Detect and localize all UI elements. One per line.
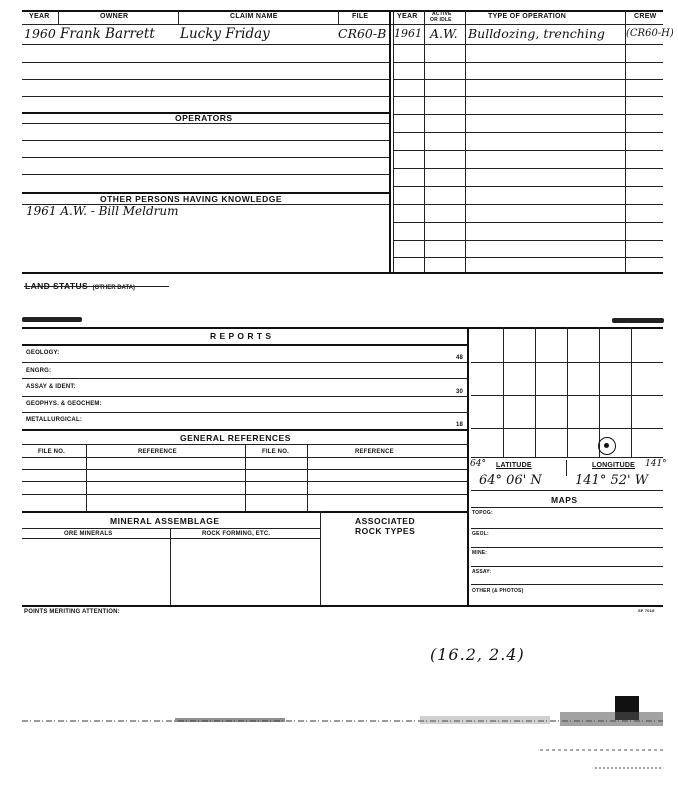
maps-heading: MAPS (551, 495, 578, 505)
owner-header: OWNER (100, 13, 129, 20)
entry-operation: Bulldozing, trenching (468, 26, 605, 41)
map-assay: ASSAY: (472, 569, 492, 575)
entry-op-year: 1961 (394, 27, 422, 40)
geophys-label: GEOPHYS. & GEOCHEM: (26, 401, 102, 407)
reference-header: REFERENCE (138, 449, 177, 455)
assay-label: ASSAY & IDENT: (26, 384, 76, 390)
longitude-value: 141° 52' W (575, 473, 649, 488)
operators-heading: OPERATORS (175, 113, 233, 123)
claim-name-header: CLAIM NAME (230, 13, 278, 20)
form-number: SF 7018 (638, 608, 655, 613)
entry-active: A.W. (430, 26, 458, 41)
reports-title: R E P O R T S (210, 331, 272, 341)
geology-num: 48 (456, 355, 464, 361)
metallurgical-label: METALLURGICAL: (26, 417, 83, 423)
other-persons-entry: 1961 A.W. - Bill Meldrum (26, 204, 179, 218)
geology-label: GEOLOGY: (26, 350, 60, 356)
reference-header-2: REFERENCE (355, 449, 394, 455)
scan-smudge (22, 317, 82, 322)
entry-file: CR60-B (338, 26, 387, 41)
entry-crew: (CR60-H) (626, 28, 674, 39)
map-mine: MINE: (472, 550, 488, 556)
file-no-header-2: FILE NO. (262, 449, 289, 455)
latitude-label: LATITUDE (496, 462, 532, 469)
other-persons-heading: OTHER PERSONS HAVING KNOWLEDGE (100, 194, 283, 204)
file-no-header: FILE NO. (38, 449, 65, 455)
entry-year: 1960 (24, 26, 56, 41)
latitude-value: 64° 06' N (479, 473, 542, 488)
crew-header: CREW (634, 13, 657, 20)
map-geol: GEOL: (472, 531, 489, 537)
claim-location-marker (598, 437, 616, 455)
rock-forming-header: ROCK FORMING, ETC. (202, 531, 271, 537)
idle-header: OR IDLE (430, 17, 452, 23)
mineral-assemblage-heading: MINERAL ASSEMBLAGE (110, 516, 220, 526)
latitude-prefix: 64° (470, 459, 486, 469)
land-status-sub: (OTHER DATA) (92, 285, 135, 291)
active-header: ACTIVE (432, 11, 452, 17)
longitude-label: LONGITUDE (592, 462, 636, 469)
map-other: OTHER (& PHOTOS) (472, 588, 524, 594)
longitude-suffix: 141° (645, 459, 667, 469)
coordinates-note: (16.2, 2.4) (430, 645, 525, 664)
file-header: FILE (352, 13, 369, 20)
metallurgical-num: 18 (456, 422, 464, 428)
scan-noise (0, 690, 678, 808)
type-of-operation-header: TYPE OF OPERATION (488, 13, 567, 20)
engrg-label: ENGRG: (26, 368, 52, 374)
associated-rock-heading-2: ROCK TYPES (355, 526, 416, 536)
general-references-heading: GENERAL REFERENCES (180, 433, 291, 443)
land-status-label: LAND STATUS (25, 281, 89, 291)
associated-rock-heading-1: ASSOCIATED (355, 516, 416, 526)
land-status-heading (25, 276, 135, 294)
ore-minerals-header: ORE MINERALS (64, 531, 113, 537)
map-topog: TOPOG: (472, 510, 493, 516)
entry-owner: Frank Barrett (60, 26, 155, 42)
assay-num: 30 (456, 389, 464, 395)
scan-smudge (612, 318, 664, 323)
year-header: YEAR (29, 13, 50, 20)
entry-claim-name: Lucky Friday (180, 26, 270, 42)
points-meriting-attention: POINTS MERITING ATTENTION: (24, 609, 120, 615)
year-header-2: YEAR (397, 13, 418, 20)
